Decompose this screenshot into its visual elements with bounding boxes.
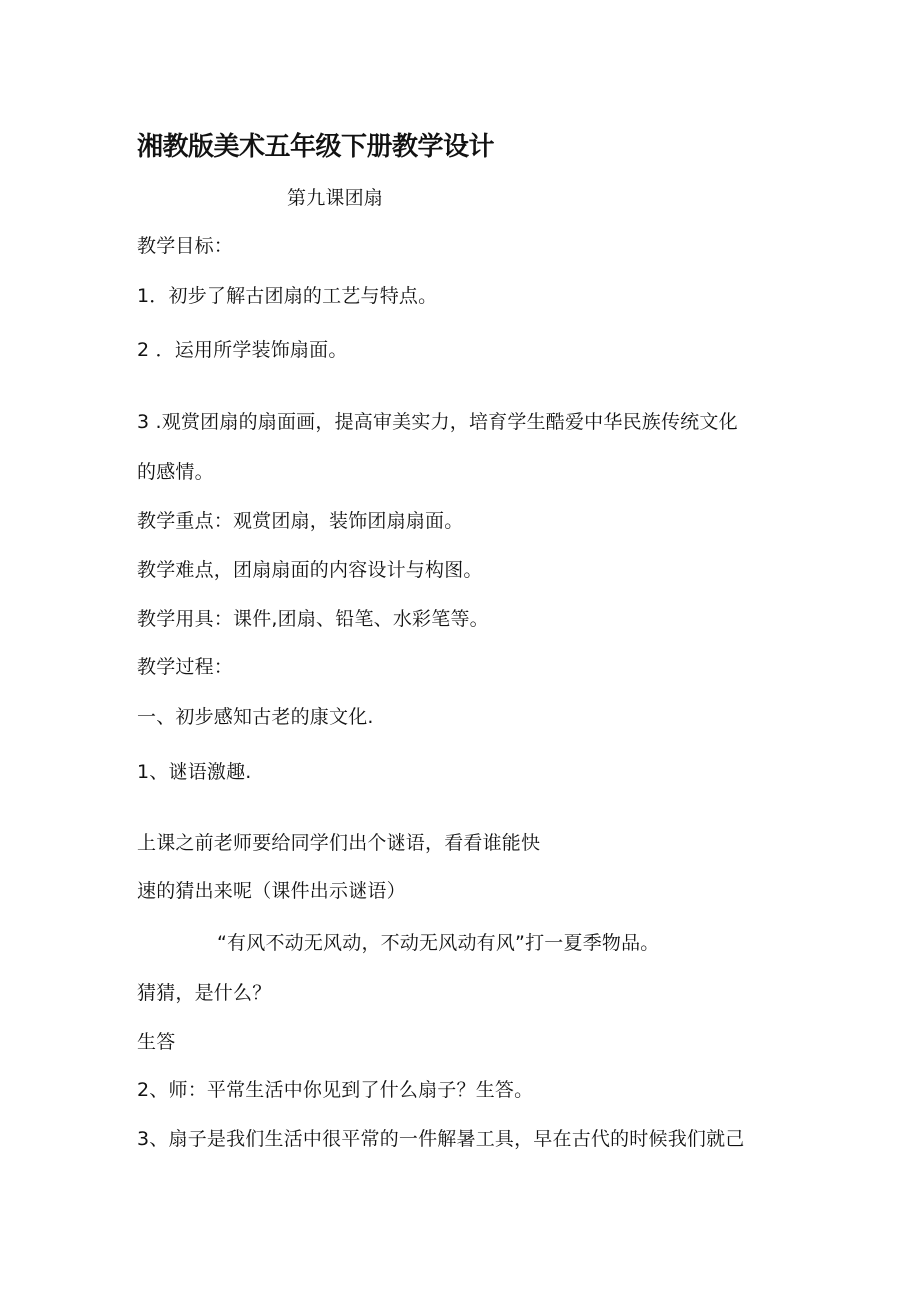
student-answer: 生答 bbox=[137, 1031, 176, 1053]
step-1: 1、谜语激趣. bbox=[137, 761, 252, 783]
objective-2: 2 ．运用所学装饰扇面。 bbox=[137, 339, 348, 361]
difficulty: 教学难点，团扇扇面的内容设计与构图。 bbox=[137, 559, 483, 581]
process-heading: 教学过程： bbox=[137, 656, 234, 678]
lesson-title: 第九课团扇 bbox=[287, 187, 384, 209]
step-1-text-line-1: 上课之前老师要给同学们出个谜语，看看谁能快 bbox=[137, 832, 541, 854]
step-3: 3、扇子是我们生活中很平常的一件解暑工具，早在古代的时候我们就己 bbox=[137, 1128, 745, 1150]
guess-prompt: 猜猜，是什么？ bbox=[137, 982, 272, 1004]
step-1-text-line-2: 速的猜出来呢（课件出示谜语） bbox=[137, 880, 406, 902]
objectives-heading: 教学目标： bbox=[137, 235, 234, 257]
riddle-text: “有风不动无风动，不动无风动有风”打一夏季物品。 bbox=[217, 932, 660, 954]
section-1-heading: 一、初步感知古老的康文化. bbox=[137, 706, 374, 728]
objective-3-line-2: 的感情。 bbox=[137, 461, 214, 483]
objective-1: 1．初步了解古团扇的工艺与特点。 bbox=[137, 285, 438, 307]
document-title: 湘教版美术五年级下册教学设计 bbox=[137, 132, 495, 162]
key-point: 教学重点：观赏团扇，装饰团扇扇面。 bbox=[137, 510, 464, 532]
teaching-tools: 教学用具：课件,团扇、铅笔、水彩笔等。 bbox=[137, 608, 489, 630]
step-2: 2、师：平常生活中你见到了什么扇子？生答。 bbox=[137, 1079, 534, 1101]
objective-3-line-1: 3 .观赏团扇的扇面画，提高审美实力，培育学生酷爱中华民族传统文化 bbox=[137, 411, 738, 433]
